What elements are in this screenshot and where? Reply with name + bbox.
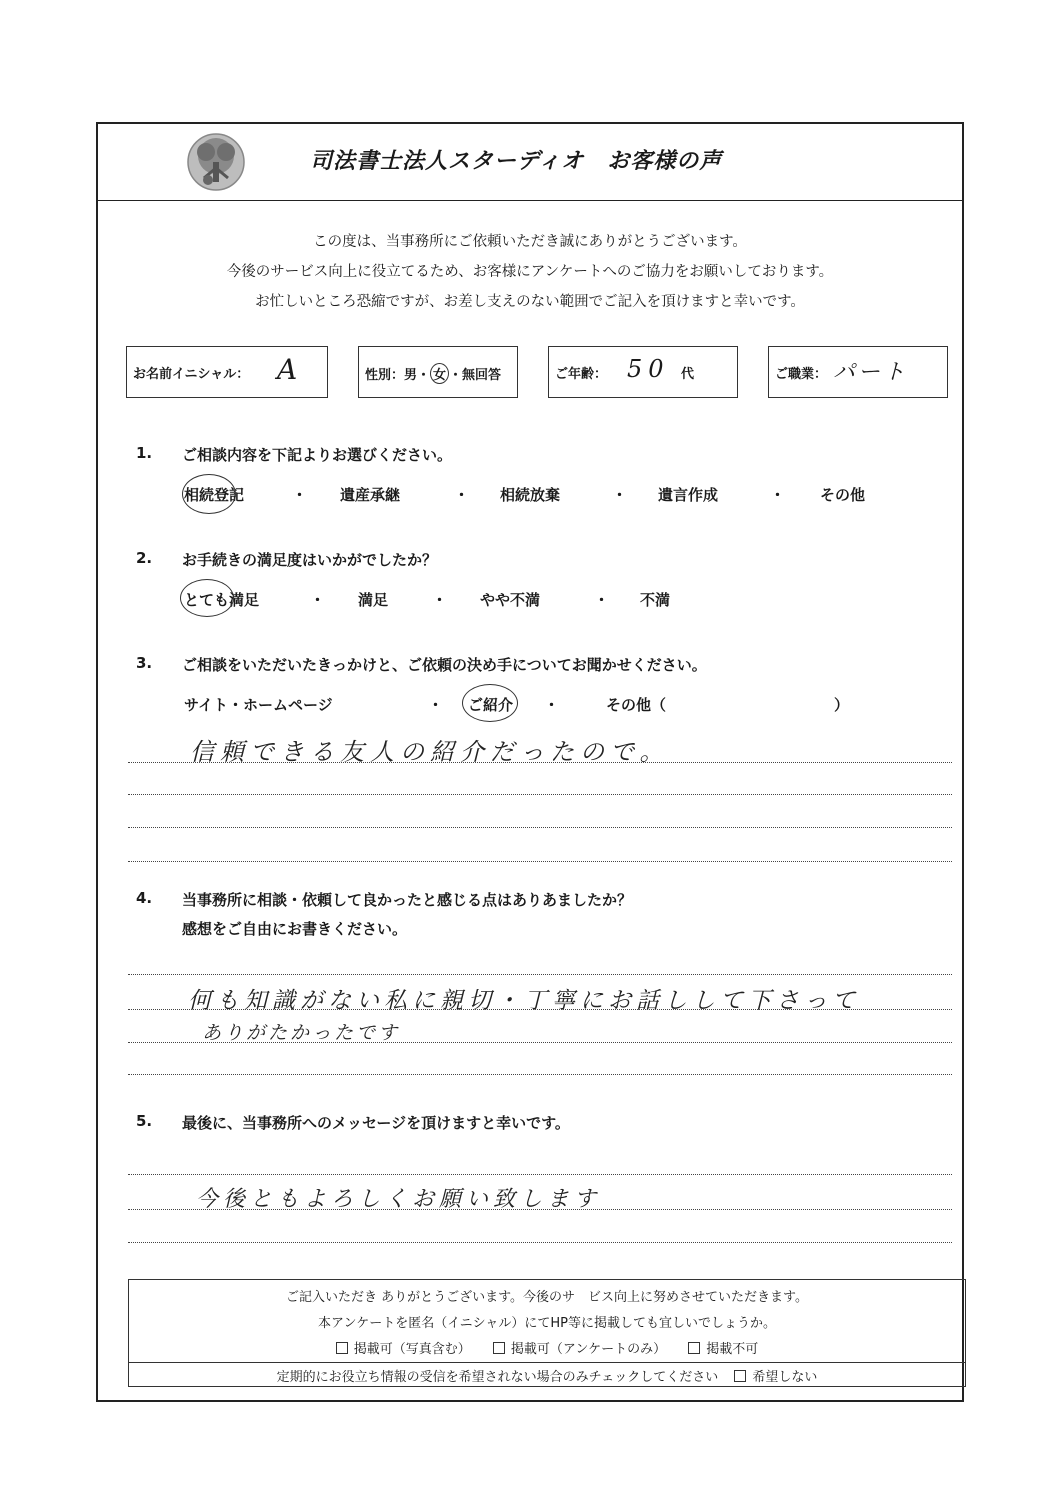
q1-number: 1. — [136, 444, 153, 462]
age-value: 50 — [627, 355, 670, 383]
q3-number: 3. — [136, 654, 153, 672]
intro-line-2: 今後のサービス向上に役立てるため、お客様にアンケートへのご協力をお願いしております。 — [226, 264, 834, 280]
q4-answer-line-2: ありがたかったです — [202, 1022, 401, 1044]
q2-option-2[interactable]: 満足 — [358, 591, 389, 609]
q2-option-1[interactable]: とても満足 — [184, 591, 260, 609]
answer-line — [128, 861, 952, 862]
checkbox[interactable] — [734, 1370, 746, 1382]
q1-option-5[interactable]: その他 — [820, 486, 866, 504]
job-value: パート — [833, 360, 909, 385]
survey-form — [96, 122, 964, 1402]
q4-text-2: 感想をご自由にお書きください。 — [182, 920, 408, 938]
q2-option-3[interactable]: やや不満 — [480, 591, 541, 609]
form-header — [98, 124, 962, 201]
intro-line-1: この度は、当事務所にご依頼いただき誠にありがとうございます。 — [313, 234, 747, 250]
answer-line — [128, 974, 952, 975]
checkbox[interactable] — [336, 1342, 348, 1354]
footer-question: 本アンケートを匿名（イニシャル）にてHP等に掲載しても宜しいでしょうか。 — [317, 1316, 777, 1331]
initial-value: A — [277, 353, 298, 386]
separator: ・ — [432, 591, 448, 609]
separator: ・ — [770, 486, 786, 504]
consent-box — [128, 1279, 966, 1387]
q4-number: 4. — [136, 889, 153, 907]
answer-line — [128, 1074, 952, 1075]
q5-answer: 今後ともよろしくお願い致します — [196, 1187, 602, 1212]
age-label: ご年齢： — [555, 367, 608, 382]
q1-option-1[interactable]: 相続登記 — [184, 486, 245, 504]
answer-line — [128, 1242, 952, 1243]
footer-thanks: ご記入いただき ありがとうございます。今後のサ ビス向上に努めさせていただきます。 — [285, 1290, 809, 1305]
q3-option-1[interactable]: サイト・ホームページ — [184, 696, 333, 714]
separator: ・ — [594, 591, 610, 609]
q3-answer: 信頼できる友人の紹介だったので。 — [190, 738, 670, 766]
q3-selection-circle — [462, 684, 518, 722]
consent-option-2[interactable]: 掲載可（アンケートのみ） — [493, 1342, 666, 1357]
q3-text: ご相談をいただいたきっかけと、ご依頼の決め手についてお聞かせください。 — [182, 656, 707, 674]
q1-text: ご相談内容を下記よりお選びください。 — [182, 446, 453, 464]
gender-label: 性別：男・ 女 ・無回答 — [365, 363, 501, 384]
q1-option-3[interactable]: 相続放棄 — [500, 486, 561, 504]
q2-option-4[interactable]: 不満 — [640, 591, 671, 609]
gender-selected: 女 — [430, 363, 449, 384]
q3-option-3[interactable]: その他（ — [606, 696, 667, 714]
initial-label: お名前イニシャル： — [133, 367, 250, 382]
q4-answer-line-1: 何も知識がない私に親切・丁寧にお話しして下さって — [188, 988, 860, 1014]
separator: ・ — [544, 696, 560, 714]
q2-text: お手続きの満足度はいかがでしたか？ — [182, 551, 438, 569]
q5-text: 最後に、当事務所へのメッセージを頂けますと幸いです。 — [182, 1114, 570, 1132]
q2-number: 2. — [136, 549, 153, 567]
initial-field[interactable] — [126, 346, 328, 398]
separator: ・ — [310, 591, 326, 609]
intro-line-3: お忙しいところ恐縮ですが、お差し支えのない範囲でご記入を頂けますと幸いです。 — [255, 294, 805, 310]
footer-options — [129, 1338, 965, 1357]
answer-line — [128, 1174, 952, 1175]
q1-option-4[interactable]: 遺言作成 — [658, 486, 719, 504]
q3-option-2[interactable]: ご紹介 — [468, 696, 514, 714]
answer-line — [128, 827, 952, 828]
answer-line — [128, 762, 952, 763]
separator: ・ — [292, 486, 308, 504]
checkbox[interactable] — [493, 1342, 505, 1354]
separator: ・ — [428, 696, 444, 714]
q3-close-paren: ） — [834, 696, 850, 714]
tree-logo-icon — [186, 132, 246, 192]
q1-selection-circle — [182, 474, 236, 514]
answer-line — [128, 1042, 952, 1043]
checkbox[interactable] — [688, 1342, 700, 1354]
separator: ・ — [612, 486, 628, 504]
q5-number: 5. — [136, 1112, 153, 1130]
q2-selection-circle — [180, 579, 234, 617]
footer-newsletter: 定期的にお役立ち情報の受信を希望されない場合のみチェックしてください 希望しない — [276, 1370, 818, 1385]
consent-option-3[interactable]: 掲載不可 — [688, 1342, 758, 1357]
age-suffix: 代 — [681, 367, 695, 382]
answer-line — [128, 1009, 952, 1010]
job-label: ご職業： — [775, 367, 828, 382]
q4-text: 当事務所に相談・依頼して良かったと感じる点はありあましたか？ — [182, 891, 633, 909]
answer-line — [128, 1209, 952, 1210]
opt-out-option[interactable]: 希望しない — [734, 1370, 817, 1385]
page-title: 司法書士法人スターディオ お客様の声 — [310, 149, 723, 174]
age-field[interactable] — [548, 346, 738, 398]
q1-option-2[interactable]: 遺産承継 — [340, 486, 401, 504]
gender-field[interactable] — [358, 346, 518, 398]
job-field[interactable] — [768, 346, 948, 398]
answer-line — [128, 794, 952, 795]
separator: ・ — [454, 486, 470, 504]
footer-divider — [129, 1362, 965, 1363]
consent-option-1[interactable]: 掲載可（写真含む） — [336, 1342, 471, 1357]
